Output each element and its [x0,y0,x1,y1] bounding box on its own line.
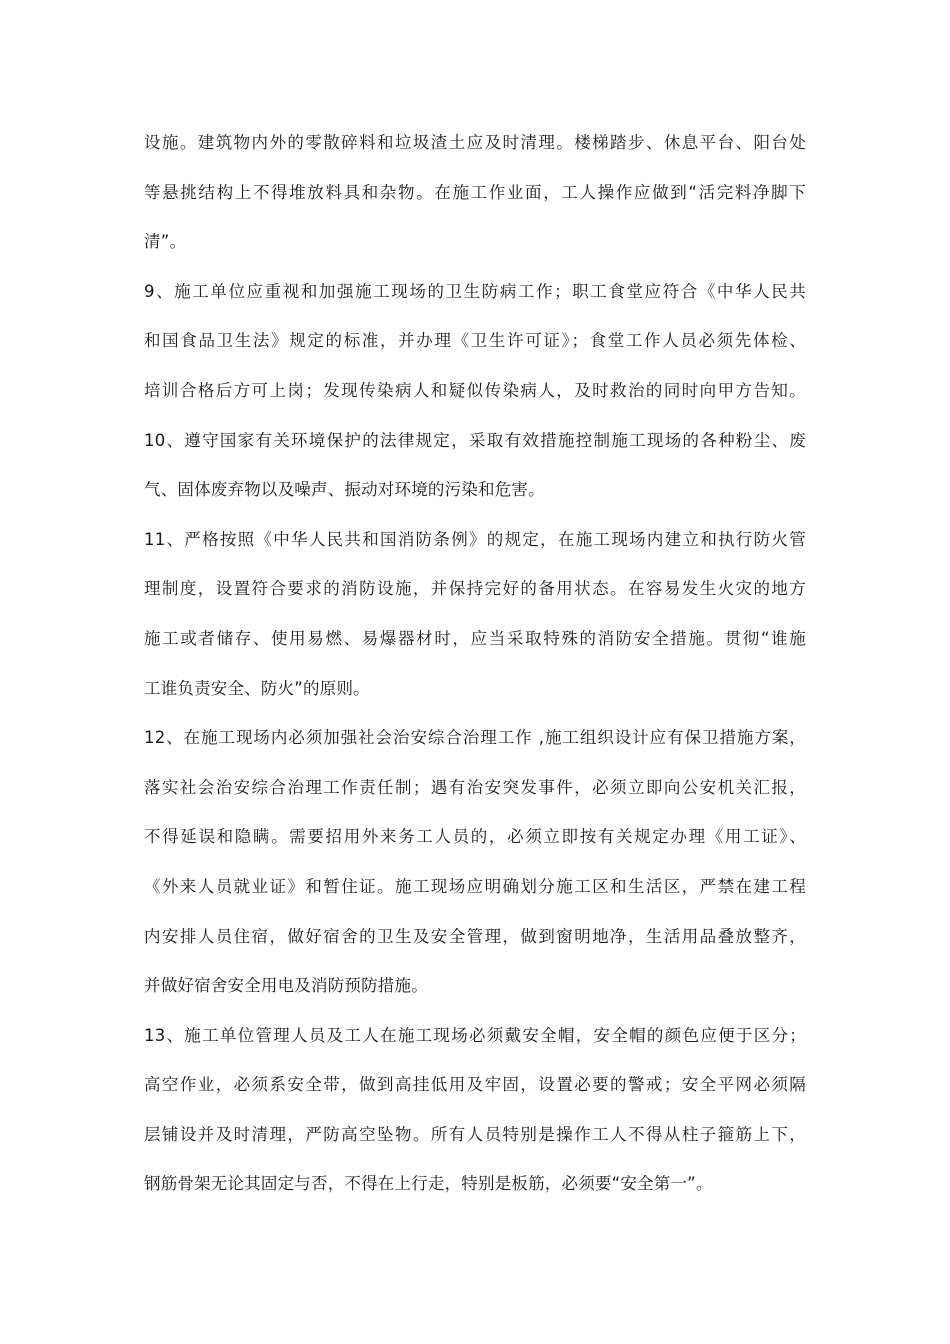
text-line: 落实社会治安综合治理工作责任制；遇有治安突发事件，必须立即向公安机关汇报， [144,777,806,797]
text-line: 钢筋骨架无论其固定与否，不得在上行走，特别是板筋，必须要“安全第一”。 [144,1174,713,1194]
text-line: 11、严格按照《中华人民共和国消防条例》的规定，在施工现场内建立和执行防火管 [144,529,806,549]
text-line: 12、在施工现场内必须加强社会治安综合治理工作 ,施工组织设计应有保卫措施方案， [144,728,806,748]
text-line: 和国食品卫生法》规定的标准，并办理《卫生许可证》；食堂工作人员必须先体检、 [144,331,806,351]
text-line: 工谁负责安全、防火”的原则。 [144,678,370,698]
text-line: 层铺设并及时清理，严防高空坠物。所有人员特别是操作工人不得从柱子箍筋上下， [144,1124,806,1144]
text-line: 气、固体废弃物以及噪声、振动对环境的污染和危害。 [144,480,545,500]
text-line: 《外来人员就业证》和暂住证。施工现场应明确划分施工区和生活区，严禁在建工程 [144,876,806,896]
text-line: 设施。建筑物内外的零散碎料和垃圾渣土应及时清理。楼梯踏步、休息平台、阳台处 [144,133,806,152]
text-line: 13、施工单位管理人员及工人在施工现场必须戴安全帽，安全帽的颜色应便于区分； [144,1025,806,1045]
document-body [144,118,806,1209]
text-line: 10、遵守国家有关环境保护的法律规定，采取有效措施控制施工现场的各种粉尘、废 [144,430,806,450]
text-line: 施工或者储存、使用易燃、易爆器材时，应当采取特殊的消防安全措施。贯彻“谁施 [144,628,806,648]
text-line: 清”。 [144,232,187,252]
text-line: 理制度，设置符合要求的消防设施，并保持完好的备用状态。在容易发生火灾的地方 [144,579,806,599]
text-line: 内安排人员住宿，做好宿舍的卫生及安全管理，做到窗明地净，生活用品叠放整齐， [144,926,806,946]
text-line: 9、施工单位应重视和加强施工现场的卫生防病工作；职工食堂应符合《中华人民共 [144,281,806,301]
text-line: 并做好宿舍安全用电及消防预防措施。 [144,976,428,996]
text-line: 高空作业，必须系安全带，做到高挂低用及牢固，设置必要的警戒；安全平网必须隔 [144,1075,806,1095]
text-line: 等悬挑结构上不得堆放料具和杂物。在施工作业面，工人操作应做到“活完料净脚下 [144,182,806,202]
text-line: 不得延误和隐瞒。需要招用外来务工人员的，必须立即按有关规定办理《用工证》、 [144,827,806,847]
text-line: 培训合格后方可上岗；发现传染病人和疑似传染病人，及时救治的同时向甲方告知。 [144,380,806,400]
